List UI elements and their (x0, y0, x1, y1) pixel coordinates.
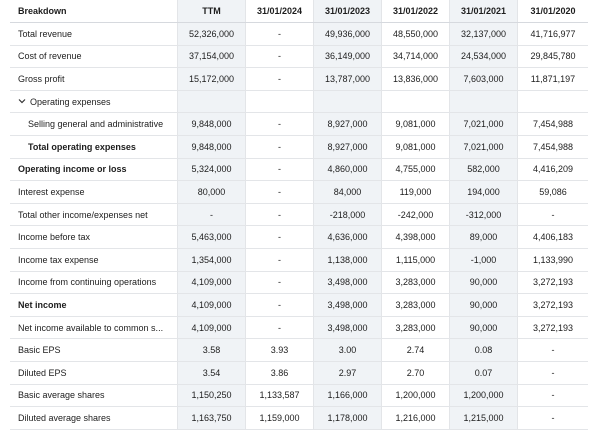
row-label (10, 339, 178, 361)
row-label-text: Income tax expense (18, 254, 99, 265)
row-label-text: Net income (18, 299, 67, 310)
value-cell: -242,000 (382, 204, 450, 226)
value-cell: 3,498,000 (314, 294, 382, 316)
header-2022[interactable]: 31/01/2022 (382, 0, 450, 22)
value-cell: 1,133,990 (532, 254, 574, 265)
value-cell: 7,454,988 (532, 141, 574, 152)
row-label (10, 136, 178, 158)
value-cell: 90,000 (450, 294, 518, 316)
value-cell: 7,454,988 (532, 119, 574, 130)
value-cell: 34,714,000 (382, 46, 450, 68)
row-label (10, 249, 178, 271)
row-label-text: Basic average shares (18, 390, 105, 401)
table-row (10, 136, 588, 159)
row-label-text: Interest expense (18, 186, 85, 197)
row-label (10, 46, 178, 68)
value-cell: 1,178,000 (314, 407, 382, 429)
row-label (10, 181, 178, 203)
value-cell: 3.93 (246, 339, 314, 361)
value-cell: 9,848,000 (178, 113, 246, 135)
value-cell: 49,936,000 (314, 23, 382, 45)
value-cell: 90,000 (450, 272, 518, 294)
value-cell: 4,109,000 (178, 294, 246, 316)
row-label (10, 23, 178, 45)
value-cell: 29,845,780 (530, 51, 576, 62)
row-label-text: Basic EPS (18, 345, 61, 356)
table-row (10, 362, 588, 385)
value-cell: 37,154,000 (178, 46, 246, 68)
value-cell: 4,398,000 (382, 226, 450, 248)
value-cell: - (246, 46, 314, 68)
value-cell: 3.86 (246, 362, 314, 384)
value-cell: 7,021,000 (450, 113, 518, 135)
value-cell: 84,000 (314, 181, 382, 203)
value-cell: -312,000 (450, 204, 518, 226)
value-cell: 13,836,000 (382, 68, 450, 90)
row-label-text: Selling general and administrative (28, 119, 164, 130)
table-row (10, 272, 588, 295)
value-cell: 194,000 (450, 181, 518, 203)
value-cell: 89,000 (450, 226, 518, 248)
table-row[interactable] (10, 91, 588, 114)
value-cell: 36,149,000 (314, 46, 382, 68)
value-cell: - (246, 159, 314, 181)
table-row (10, 23, 588, 46)
value-cell: 1,216,000 (382, 407, 450, 429)
value-cell: 32,137,000 (450, 23, 518, 45)
value-cell: 4,416,209 (532, 164, 574, 175)
value-cell: - (246, 249, 314, 271)
value-cell: 1,133,587 (246, 385, 314, 407)
value-cell: 1,138,000 (314, 249, 382, 271)
value-cell: 4,109,000 (178, 317, 246, 339)
value-cell: - (178, 204, 246, 226)
value-cell: 2.97 (314, 362, 382, 384)
row-label (10, 159, 178, 181)
table-row (10, 317, 588, 340)
value-cell: 48,550,000 (382, 23, 450, 45)
value-cell: 80,000 (178, 181, 246, 203)
value-cell (314, 91, 382, 113)
value-cell: - (551, 390, 555, 401)
value-cell: 3,283,000 (382, 294, 450, 316)
value-cell: 11,871,197 (530, 73, 576, 84)
value-cell: - (246, 226, 314, 248)
chevron-down-icon[interactable] (18, 97, 28, 107)
value-cell: 3,283,000 (382, 317, 450, 339)
row-label-text: Cost of revenue (18, 51, 82, 62)
value-cell: 0.07 (450, 362, 518, 384)
row-label (10, 68, 178, 90)
value-cell: 4,755,000 (382, 159, 450, 181)
header-2023[interactable]: 31/01/2023 (314, 0, 382, 22)
value-cell: 7,603,000 (450, 68, 518, 90)
row-label-text: Operating expenses (30, 96, 111, 107)
table-row (10, 407, 588, 430)
row-label-text: Total other income/expenses net (18, 209, 148, 220)
value-cell: 4,860,000 (314, 159, 382, 181)
value-cell (450, 91, 518, 113)
value-cell: - (551, 209, 555, 220)
value-cell: 9,848,000 (178, 136, 246, 158)
row-label[interactable] (10, 91, 178, 113)
row-label (10, 113, 178, 135)
value-cell: -218,000 (314, 204, 382, 226)
value-cell: 5,324,000 (178, 159, 246, 181)
value-cell: - (246, 181, 314, 203)
value-cell: 2.74 (382, 339, 450, 361)
table-row (10, 226, 588, 249)
table-row (10, 339, 588, 362)
value-cell: 1,354,000 (178, 249, 246, 271)
header-2024[interactable]: 31/01/2024 (246, 0, 314, 22)
value-cell: 4,109,000 (178, 272, 246, 294)
row-label (10, 272, 178, 294)
value-cell: 8,927,000 (314, 113, 382, 135)
table-body (10, 23, 588, 430)
value-cell: - (551, 345, 555, 356)
value-cell: 3,498,000 (314, 317, 382, 339)
value-cell: 41,716,977 (530, 28, 576, 39)
row-label-text: Total operating expenses (28, 141, 136, 152)
row-label (10, 317, 178, 339)
row-label-text: Diluted average shares (18, 412, 111, 423)
value-cell: 7,021,000 (450, 136, 518, 158)
value-cell: 3,498,000 (314, 272, 382, 294)
row-label (10, 226, 178, 248)
value-cell: 1,159,000 (246, 407, 314, 429)
table-row (10, 46, 588, 69)
row-label (10, 294, 178, 316)
value-cell: 1,115,000 (382, 249, 450, 271)
value-cell: 1,166,000 (314, 385, 382, 407)
value-cell: 52,326,000 (178, 23, 246, 45)
value-cell: 3,272,193 (532, 322, 574, 333)
value-cell: 13,787,000 (314, 68, 382, 90)
value-cell: 3,272,193 (532, 299, 574, 310)
value-cell: 9,081,000 (382, 136, 450, 158)
value-cell: 1,215,000 (450, 407, 518, 429)
value-cell: 3.58 (178, 339, 246, 361)
row-label-text: Total revenue (18, 28, 73, 39)
table-row (10, 249, 588, 272)
value-cell: 582,000 (450, 159, 518, 181)
row-label (10, 204, 178, 226)
value-cell: - (551, 412, 555, 423)
row-label (10, 385, 178, 407)
value-cell: - (246, 68, 314, 90)
header-2021[interactable]: 31/01/2021 (450, 0, 518, 22)
value-cell: 8,927,000 (314, 136, 382, 158)
value-cell: 3.00 (314, 339, 382, 361)
value-cell: - (246, 113, 314, 135)
value-cell: 4,636,000 (314, 226, 382, 248)
value-cell: -1,000 (450, 249, 518, 271)
row-label-text: Operating income or loss (18, 164, 127, 175)
value-cell: 119,000 (382, 181, 450, 203)
value-cell: - (551, 367, 555, 378)
row-label-text: Income before tax (18, 232, 91, 243)
financials-table (10, 0, 588, 430)
value-cell: - (246, 317, 314, 339)
table-row (10, 181, 588, 204)
header-ttm[interactable]: TTM (178, 0, 246, 22)
value-cell: 1,200,000 (382, 385, 450, 407)
value-cell (246, 91, 314, 113)
value-cell (518, 91, 588, 113)
row-label-text: Income from continuing operations (18, 277, 157, 288)
value-cell: 4,406,183 (532, 232, 574, 243)
value-cell: - (246, 294, 314, 316)
value-cell: - (246, 136, 314, 158)
value-cell: - (246, 23, 314, 45)
table-row (10, 385, 588, 408)
header-breakdown[interactable]: Breakdown (10, 0, 178, 22)
row-label-text: Diluted EPS (18, 367, 67, 378)
value-cell: - (246, 272, 314, 294)
value-cell: 1,150,250 (178, 385, 246, 407)
table-row (10, 204, 588, 227)
value-cell: 3.54 (178, 362, 246, 384)
row-label-text: Net income available to common s... (18, 322, 164, 333)
value-cell: 24,534,000 (450, 46, 518, 68)
row-label-text: Gross profit (18, 73, 65, 84)
table-row (10, 113, 588, 136)
value-cell (178, 91, 246, 113)
table-row (10, 159, 588, 182)
row-label (10, 407, 178, 429)
value-cell: 5,463,000 (178, 226, 246, 248)
value-cell: 90,000 (450, 317, 518, 339)
value-cell: 1,163,750 (178, 407, 246, 429)
value-cell: 15,172,000 (178, 68, 246, 90)
value-cell: 1,200,000 (450, 385, 518, 407)
value-cell: 59,086 (539, 186, 567, 197)
value-cell (382, 91, 450, 113)
value-cell: 9,081,000 (382, 113, 450, 135)
value-cell: 3,283,000 (382, 272, 450, 294)
header-2020[interactable]: 31/01/2020 (530, 6, 576, 16)
table-row (10, 294, 588, 317)
value-cell: 2.70 (382, 362, 450, 384)
value-cell: - (246, 204, 314, 226)
table-row (10, 68, 588, 91)
row-label (10, 362, 178, 384)
value-cell: 0.08 (450, 339, 518, 361)
table-header-row (10, 0, 588, 23)
value-cell: 3,272,193 (532, 277, 574, 288)
